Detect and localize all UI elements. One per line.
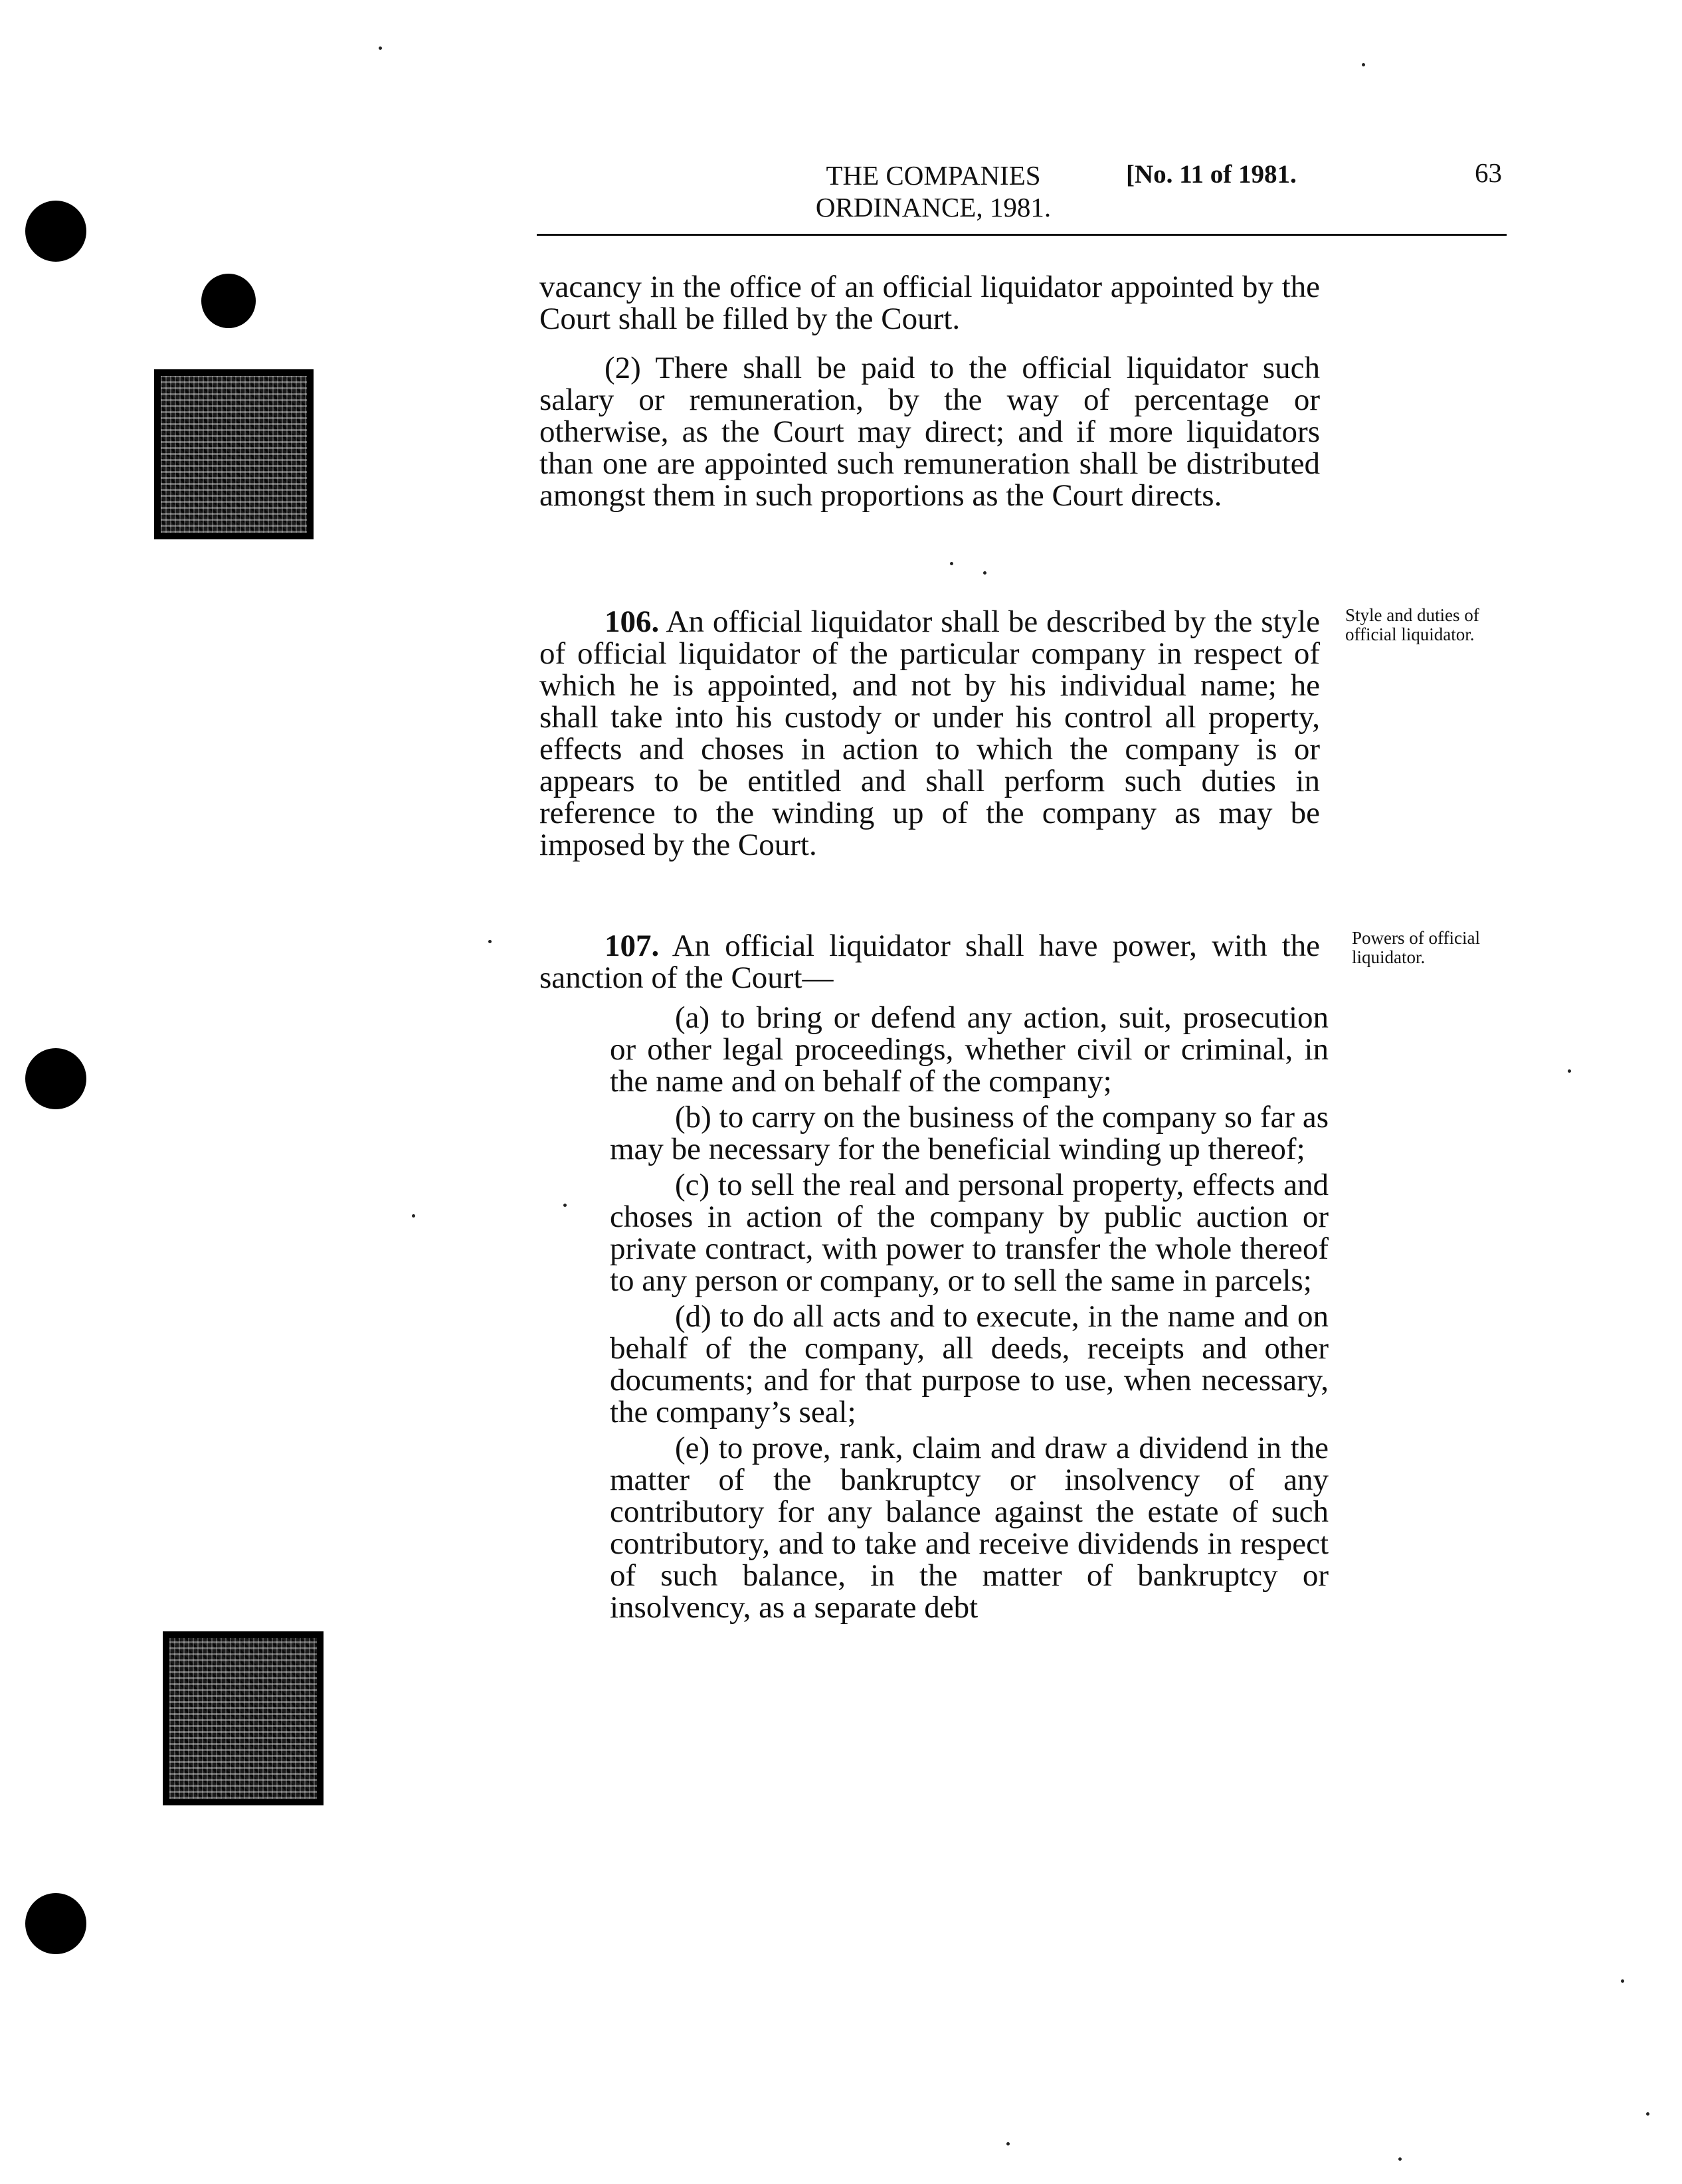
section-107 [539, 930, 1320, 994]
punch-hole [25, 1893, 86, 1954]
continuation-paragraph [539, 271, 1320, 335]
scan-noise-patch [163, 1631, 324, 1805]
list-item: (d) to do all acts and to execute, in the name and on behalf of the company, all deeds, receipts and other documents; and for that purpose to use, when necessary, the company’s seal; [610, 1299, 1329, 1429]
scan-speck [1568, 1069, 1571, 1073]
list-item: (b) to carry on the business of the company so far as may be necessary for the beneficial winding up thereof; [610, 1100, 1329, 1166]
scan-speck [1621, 1979, 1624, 1983]
margin-note-106: Style and duties of official liquidator. [1345, 605, 1479, 644]
header-rule [537, 234, 1507, 236]
scan-speck [1006, 2142, 1010, 2145]
margin-note-107: Powers of official liquidator. [1352, 928, 1480, 967]
page-number: 63 [1475, 157, 1502, 188]
subsection-2 [539, 352, 1320, 511]
scan-speck [1646, 2112, 1649, 2116]
scan-speck [412, 1214, 415, 1218]
punch-hole [25, 1048, 86, 1109]
scan-speck [379, 46, 382, 50]
section-107-text: An official liquidator shall have power, with the sanction of the Court— [539, 929, 1320, 995]
scan-speck [1362, 63, 1365, 66]
continuation-text: vacancy in the office of an official liquidator appointed by the Court shall be filled by the Court. [539, 270, 1320, 336]
list-item: (a) to bring or defend any action, suit, prosecution or other legal proceedings, whether civil or criminal, in the name and on behalf of the company; [610, 1000, 1329, 1099]
act-number: [No. 11 of 1981. [1126, 160, 1297, 189]
section-106 [539, 606, 1320, 861]
punch-hole [25, 201, 86, 262]
scan-noise-patch [154, 369, 314, 539]
section-107-number: 107. [605, 929, 660, 963]
punch-hole [201, 274, 256, 328]
scan-speck [1398, 2157, 1402, 2161]
list-item: (e) to prove, rank, claim and draw a dividend in the matter of the bankruptcy or insolvency of any contributory for any balance against the estate of such contributory, and to take and receive dividends in respect of such balance, in the matter of bankruptcy or insolvency, as a separate debt [610, 1431, 1329, 1625]
list-item: (c) to sell the real and personal property, effects and choses in action of the company by public auction or private contract, with power to transfer the whole thereof to any person or company, or to sell the same in parcels; [610, 1168, 1329, 1298]
subsection-2-text: (2) There shall be paid to the official liquidator such salary or remuneration, by the way of percentage or otherwise, as the Court may direct; and if more liquidators than one are appointed such remuneration shall be distributed amongst them in such proportions as the Court directs. [539, 351, 1320, 513]
scan-speck [488, 940, 492, 943]
section-107-items [610, 1002, 1329, 1627]
section-106-number: 106. [605, 604, 660, 639]
scan-speck [950, 562, 953, 565]
scan-speck [983, 571, 986, 575]
scan-speck [563, 1204, 567, 1207]
section-106-text: An official liquidator shall be described by the style of official liquidator of the particular company in respect of which he is appointed, and not by his individual name; he shall take into his custody or under his control all property, effects and choses in action to which the company is or appears to be entitled and shall perform such duties in reference to the winding up of the company as may be imposed by the Court. [539, 604, 1320, 862]
running-head-title: THE COMPANIES ORDINANCE, 1981. [815, 160, 1052, 223]
